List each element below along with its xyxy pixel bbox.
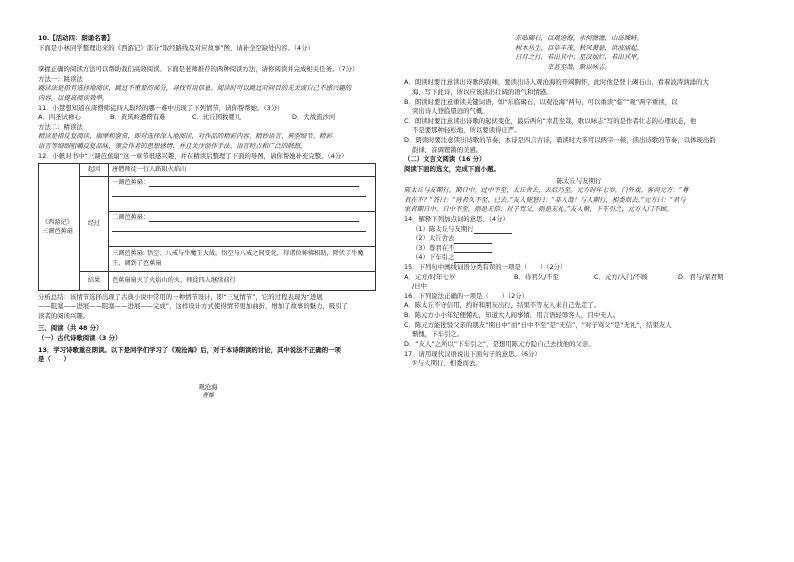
method2-text: 精读是指反复阅读、揣摩和鉴赏，即对选择深入地阅读，对作品的精彩内容、精妙语言、典型细节、精彩	[38, 132, 332, 141]
q14-item-3	[404, 244, 754, 254]
q10-intro: 下面是小林同学整理出来的《西游记》部分“取经路线及对应故事”图，请补全空缺处内容。（4分）	[38, 43, 314, 52]
method1-label: 方法一：跳读法	[38, 74, 83, 83]
end-label: 结果	[80, 271, 109, 290]
q11-option-b: B．黄风岭遭僧有难	[110, 113, 166, 122]
q13-option-b-cont: 突出诗人登临望远的气概。	[412, 107, 489, 116]
start-label: 起因	[80, 164, 109, 176]
q14: 14．解释下列加点词的意思。（4分）	[404, 214, 509, 223]
q14-blank-3[interactable]	[454, 245, 492, 253]
process-label: 经过	[80, 176, 109, 271]
q15-option-tail: /日中	[412, 282, 427, 291]
section-3-title: 三、阅读（共 48 分）	[38, 324, 103, 333]
second-fan-blank-line	[112, 222, 366, 232]
method1-text-cont: 内容，以提高阅读效率。	[38, 94, 109, 103]
poem-line-1: 东临碣石，以观沧海。水何澹澹，山岛竦峙。	[515, 34, 643, 42]
third-fan-text: 三调芭蕉扇: 悟空、八戒与牛魔王大战，悟空与八戒之间变化，得诸位神佛相助，降伏了牛魔王，调到了芭蕉扇	[109, 246, 376, 271]
q11-option-c: C．比丘国救婴儿	[192, 113, 242, 122]
second-fan-blank	[149, 214, 359, 222]
q15-options	[404, 273, 754, 283]
prose-line-3: 家君期日中。日中不至，则是无信；对子骂父，则是无礼。”友人惭，下车引之，元方入门不顾。	[404, 205, 673, 214]
q13: 13．学习诗歌重在朗读。以下是同学们学习了《观沧海》后，对于本诗朗读的讨论，其中说法不正确的一项	[38, 345, 341, 354]
q17: 17．请用现代汉语说出下面句子的意思。（6分）	[404, 349, 541, 358]
q13-option-c-cont: 不是要那种轻松地，所以要读得庄严。	[412, 126, 521, 135]
q14-item-4-text: （4）下车引之	[412, 253, 455, 262]
q13-cont: 是（ ）	[38, 355, 70, 364]
q15-option-a: A．元方/时年七岁	[404, 272, 456, 281]
second-fan-label: 二调芭蕉扇：	[112, 213, 150, 221]
second-fan-cell	[109, 211, 376, 246]
q16-option-c: C．陈元方能批驳父亲的朋友“期日中”而“日中不至”是“无信”，“对子骂父”是“无礼”，结果友人	[404, 320, 672, 329]
poem-line-3: 日月之行，若出其中；星汉灿烂，若出其里。	[515, 53, 643, 62]
prose-title: 陈太丘与友期行	[556, 176, 602, 185]
analysis-line-1: 分析总结：该情节选择出现了古典小说中常用的一种情节设计，即“三复情节”，它的过程表现为“进展	[38, 292, 323, 301]
q15-option-b: B．待君久/不至	[514, 272, 559, 281]
q14-item-2	[404, 234, 754, 244]
poem-title: 观沧海	[198, 382, 218, 391]
first-fan-cell	[109, 176, 376, 211]
prose-line-2: 君在不？”答曰：“待君久不至，已去。”友人便怒曰：“非人哉！与人期行，相委而去。”元方曰：“君与	[404, 195, 686, 204]
first-fan-blank	[149, 179, 359, 187]
q13-option-b: B．朗读时要注意重读关键词语，如“东临碣石，以观沧海”两句，可以重读“临”“观”两字重读，以	[404, 97, 678, 106]
q14-blank-4[interactable]	[454, 255, 492, 263]
q12: 12．小帆对书中“三调芭蕉扇”这一章节很感兴趣，并在精读后整理了下面的导图，请你帮她补充完整。（4分）	[38, 151, 348, 160]
section-2-title: （二）文言文阅读（16 分）	[404, 155, 486, 164]
plot-table	[38, 163, 376, 290]
q13-option-d: D．朗读时要注意读出诗歌的节奏，本诗是四言古诗，诵读时大多可以两字一顿，读出诗歌的节奏，以体现出韵	[404, 136, 716, 145]
first-fan-label: 一调芭蕉扇：	[112, 178, 150, 186]
q16-option-a: A．陈太丘不守信用，约好和朋友出行，结果不等友人来自己先走了。	[404, 301, 601, 310]
right-column	[404, 34, 754, 369]
section-3-sub: （一）古代诗歌阅读（3 分）	[38, 334, 122, 343]
section-2-sub: 阅读下面的选文，完成下面小题。	[404, 164, 500, 173]
poem-line-2: 树木丛生，百草丰茂。秋风萧瑟，洪波涌起。	[515, 43, 643, 52]
q11-options	[38, 113, 378, 123]
q14-item-2-text: （2）太丘舍去	[412, 234, 455, 243]
method2-label: 方法二：精读法	[38, 122, 83, 131]
end-text: 芭蕉扇扇灭了火焰山的火，师徒四人继续前行	[109, 271, 376, 290]
poem-line-4: 幸甚至哉，歌以咏志。	[547, 62, 611, 71]
table-title: 《西游记》三调芭蕉扇	[39, 164, 80, 290]
method-intro: 掌握正确的阅读方法可以帮助我们高效阅读。下面是老师推荐的两种阅读方法，请你阅读并完成相关任务。（7分）	[38, 65, 359, 74]
q13-option-a-cont: 海，写下此诗，所以应该读出壮阔的语气和情感。	[412, 88, 553, 97]
method1-text: 跳读法是指有选择地阅读，跳过不重要的部分，寻找有用信息。阅读时可以跳过对同目的无关或自己不感兴趣的	[38, 84, 352, 93]
prose-line-1: 陈太丘与友期行，期日中。过中不至，太丘舍去，去后乃至。元方时年七岁，门外戏。客问元方：“尊	[404, 186, 689, 195]
q13-option-c: C．朗读时要注意读出诗歌的起伏变化，最后两句“幸甚至哉，歌以咏志”写的是作者壮志的心理状态，他	[404, 116, 697, 125]
method2-text-cont: 语言等细细咀嚼反复品味，领会作者的思想感情，并且关注创作手法、语言特点和广泛的联想。	[38, 142, 307, 151]
q14-item-1	[404, 225, 754, 235]
q14-blank-1[interactable]	[474, 226, 512, 234]
q14-item-4	[404, 253, 754, 263]
q15: 15．下列句中画线词语分类有误的一项是（ ）（2分）	[404, 263, 567, 272]
q16-option-d: D．“友人”之所以“下车引之”，是想用陈元方隐自己去找他的父亲。	[404, 339, 595, 348]
start-text: 唐僧师徒一行人路阻火焰山	[109, 164, 376, 176]
left-column	[38, 34, 378, 401]
q15-option-c: C．元方/入门/不顾	[594, 272, 648, 281]
analysis-line-3: 读者的阅读兴趣。	[38, 311, 90, 320]
q17-item-1: ①与人期行，相委而去。	[412, 359, 482, 368]
q15-option-d: D．君与/家君期	[678, 272, 724, 281]
q13-option-d-cont: 韵律，音调铿锵的美感。	[412, 145, 483, 154]
q10-title: 10.【活动四：朗诵名著】	[38, 34, 114, 42]
first-fan-blank-line	[112, 187, 366, 197]
q11-option-d: D．大战流沙河	[292, 113, 336, 122]
q16-option-b: B．陈元方小小年纪便懂礼，知道大人间事情，用言语轻辱客人，目中无人。	[404, 311, 620, 320]
q13-option-a: A．朗读时要注意读出诗歌的韵味，要读出诗人观沧海的开阔胸怀，此时他是登上碣石山，看着波涛汹涌的大	[404, 78, 709, 87]
q14-item-1-text: （1）陈太丘与友期行	[412, 224, 474, 233]
q16: 16．下列说法正确的一项是（ ）（2分）	[404, 291, 529, 300]
q16-option-c-cont: 惭愧，下车引之。	[412, 330, 464, 339]
analysis-line-2: ——阻塞——进展——阻塞——进展——完成”，这样设计方式使得情节更加曲折，增加了故事的魅力，吸引了	[38, 302, 349, 311]
q14-blank-2[interactable]	[454, 236, 492, 244]
q14-item-3-text: （3）尊君在不	[412, 243, 455, 252]
poem-author: 曹操	[202, 393, 214, 400]
q11-option-a: A．四圣试禅心	[38, 113, 81, 122]
q11: 11．小慧想知道在唐僧师徒四人取经的哪一难中出现了下列情节，请你帮帮她。（3分）	[38, 103, 284, 112]
